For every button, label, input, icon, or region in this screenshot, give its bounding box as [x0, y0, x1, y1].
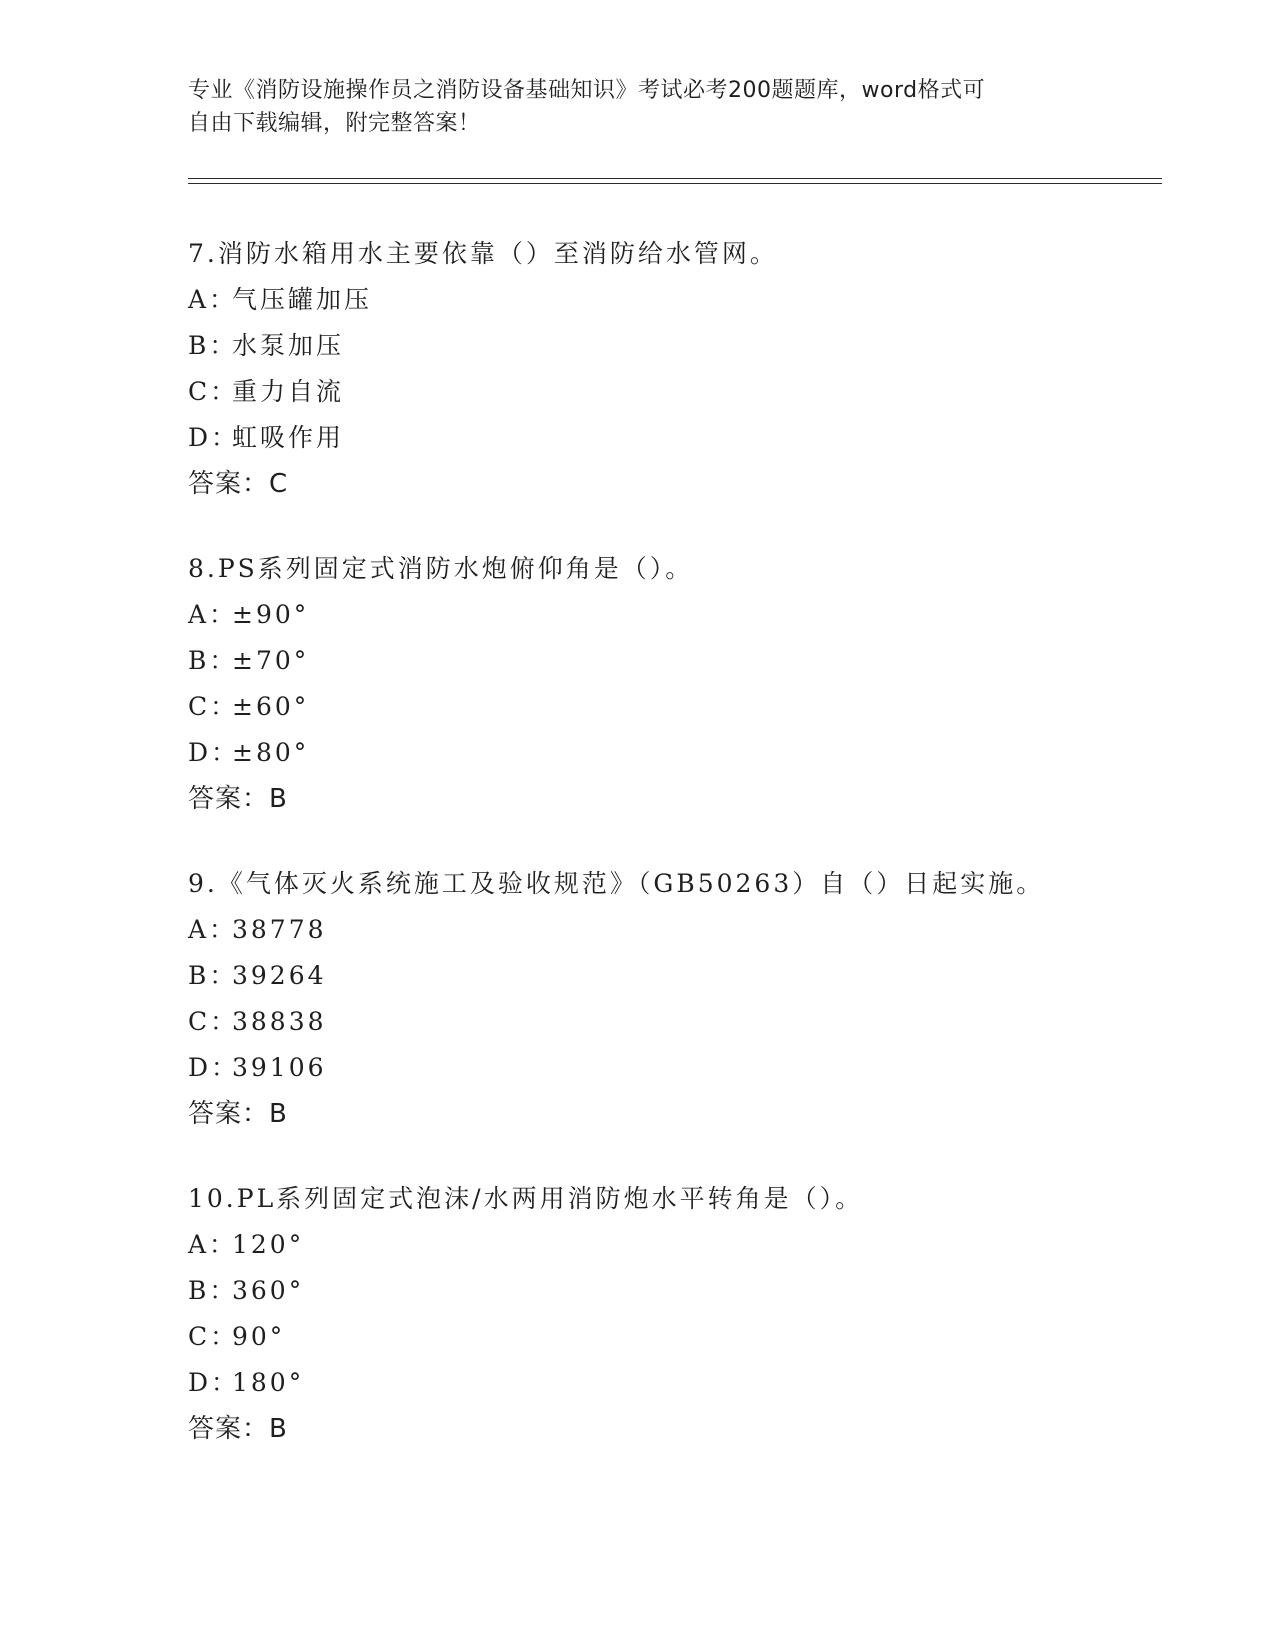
header-line-1: 专业《消防设施操作员之消防设备基础知识》考试必考200题题库，word格式可 — [188, 78, 986, 103]
option-key: D： — [188, 1368, 240, 1397]
option-text: ±70° — [232, 646, 310, 675]
option-c — [188, 1314, 1168, 1360]
option-key: C： — [188, 377, 239, 406]
option-a — [188, 592, 1168, 638]
option-b — [188, 323, 1168, 369]
option-text: 重力自流 — [232, 377, 345, 406]
option-text: ±80° — [232, 738, 310, 767]
option-c — [188, 684, 1168, 730]
answer-line: 答案：C — [188, 469, 289, 499]
option-d — [188, 1360, 1168, 1406]
option-key: B： — [188, 646, 238, 675]
option-text: 39264 — [232, 961, 327, 990]
option-b — [188, 953, 1168, 999]
question-block — [188, 231, 1168, 507]
option-text: 38838 — [232, 1007, 327, 1036]
option-key: C： — [188, 692, 239, 721]
option-d — [188, 1045, 1168, 1091]
question-stem: 10.PL系列固定式泡沫/水两用消防炮水平转角是（）。 — [188, 1184, 864, 1213]
option-text: 90° — [232, 1322, 286, 1351]
option-text: 120° — [232, 1230, 305, 1259]
option-text: 360° — [232, 1276, 305, 1305]
option-text: 虹吸作用 — [232, 423, 345, 452]
option-b — [188, 1268, 1168, 1314]
option-key: A： — [188, 285, 238, 314]
option-b — [188, 638, 1168, 684]
option-c — [188, 369, 1168, 415]
question-block — [188, 546, 1168, 822]
answer-line: 答案：B — [188, 1099, 288, 1129]
option-key: B： — [188, 1276, 238, 1305]
option-text: 39106 — [232, 1053, 327, 1082]
option-key: D： — [188, 738, 240, 767]
option-key: D： — [188, 1053, 240, 1082]
header-divider-bottom — [188, 183, 1162, 184]
option-key: A： — [188, 915, 238, 944]
option-a — [188, 277, 1168, 323]
option-key: D： — [188, 423, 240, 452]
question-block — [188, 1176, 1168, 1452]
option-key: A： — [188, 1230, 238, 1259]
answer-line: 答案：B — [188, 784, 288, 814]
option-text: ±60° — [232, 692, 310, 721]
header-line-2: 自由下载编辑，附完整答案！ — [188, 111, 481, 136]
option-text: 38778 — [232, 915, 327, 944]
option-key: B： — [188, 331, 238, 360]
header-divider-top — [188, 178, 1162, 179]
option-d — [188, 415, 1168, 461]
answer-line: 答案：B — [188, 1414, 288, 1444]
option-a — [188, 907, 1168, 953]
document-header — [188, 74, 1068, 140]
option-key: C： — [188, 1322, 239, 1351]
option-text: 水泵加压 — [232, 331, 345, 360]
question-stem: 9.《气体灭火系统施工及验收规范》（GB50263）自（）日起实施。 — [188, 869, 1045, 898]
question-block — [188, 861, 1168, 1137]
option-a — [188, 1222, 1168, 1268]
option-key: B： — [188, 961, 238, 990]
question-stem: 8.PS系列固定式消防水炮俯仰角是（）。 — [188, 554, 694, 583]
question-stem: 7.消防水箱用水主要依靠（）至消防给水管网。 — [188, 239, 778, 268]
option-key: A： — [188, 600, 238, 629]
option-text: 气压罐加压 — [232, 285, 373, 314]
option-text: 180° — [232, 1368, 305, 1397]
option-text: ±90° — [232, 600, 310, 629]
option-c — [188, 999, 1168, 1045]
option-d — [188, 730, 1168, 776]
option-key: C： — [188, 1007, 239, 1036]
